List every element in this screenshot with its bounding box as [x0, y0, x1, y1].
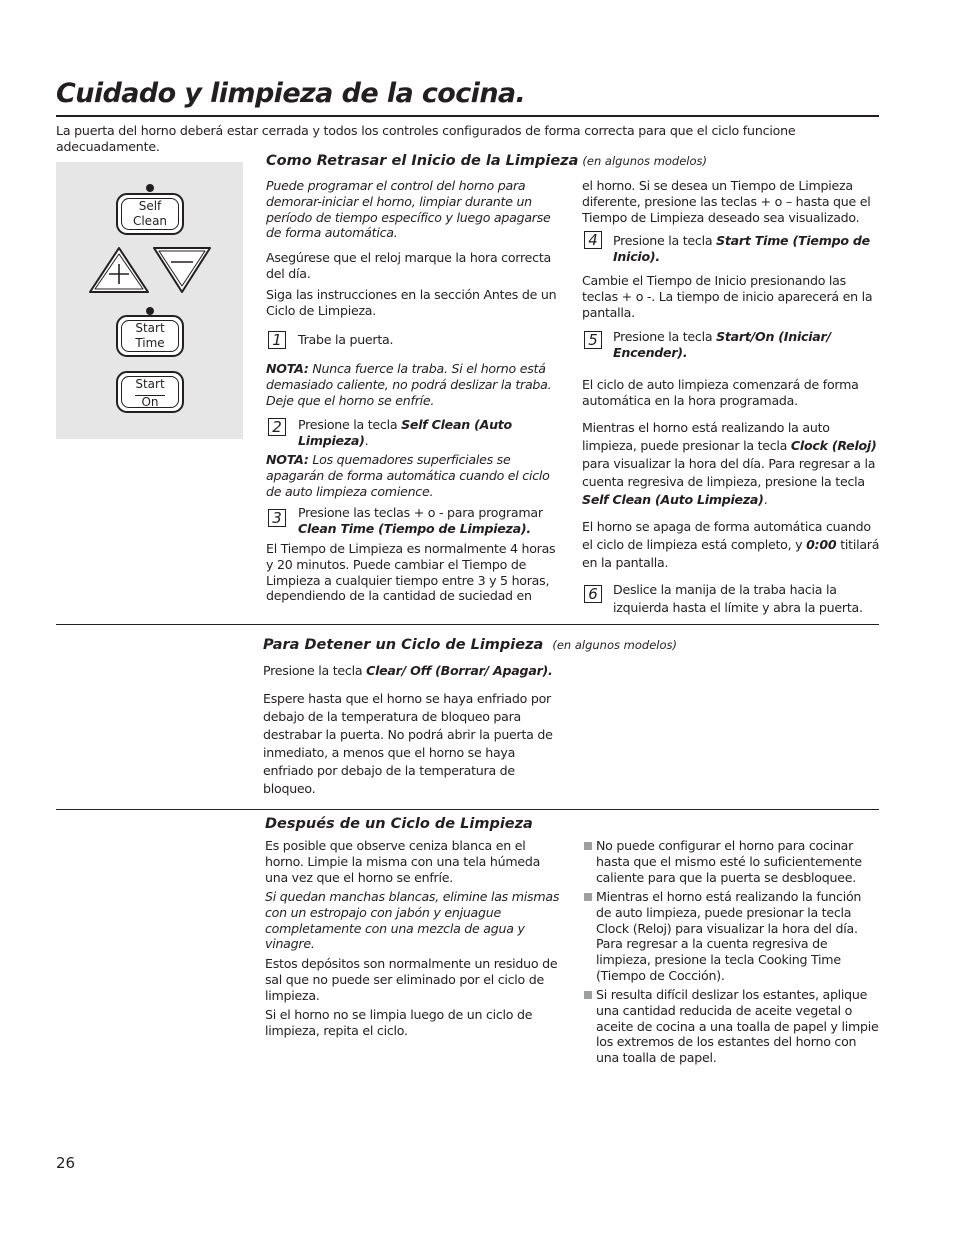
start-on-key	[116, 371, 184, 413]
delay-clock-note: Asegúrese que el reloj marque la hora correcta del día.	[266, 250, 551, 281]
complete-text-a: El horno se apaga de forma automática cuando el ciclo de limpieza está completo, y	[582, 519, 871, 552]
section-divider	[56, 624, 879, 625]
change-start-time-text: Cambie el Tiempo de Inicio presionando las teclas + o -. La tiempo de inicio aparecerá en la pantalla.	[582, 273, 873, 320]
intro-text: La puerta del horno deberá estar cerrada y todos los controles configurados de forma correcta para que el ciclo funcione adecuadamente.	[56, 123, 796, 154]
note-2-text: Los quemadores superficiales se apagarán de forma automática cuando el ciclo de auto limpieza comience.	[266, 452, 550, 499]
step-number-3: 3	[268, 509, 286, 527]
step-4-pre: Presione la tecla	[613, 233, 717, 248]
start-time-key-label: Start Time	[135, 321, 165, 350]
clear-off-key: Clear/ Off (Borrar/ Apagar).	[366, 663, 553, 678]
step-number-1: 1	[268, 331, 286, 349]
step-3-key: Clean Time (Tiempo de Limpieza).	[298, 520, 531, 536]
plus-minus-keys	[88, 246, 212, 298]
clock-text-b: para visualizar la hora del día. Para regresar a la cuenta regresiva de limpieza, presione la tecla	[582, 456, 876, 489]
self-clean-key	[116, 193, 184, 235]
delay-clean-heading	[266, 153, 707, 169]
complete-text-b: titilará en la pantalla.	[582, 537, 880, 570]
clean-time-text: El Tiempo de Limpieza es normalmente 4 horas y 20 minutos. Puede cambiar el Tiempo de Limpieza a cualquier tiempo entre 3 y 5 horas, dependiendo de la cantidad de suciedad en	[266, 541, 556, 604]
page-number: 26	[56, 1154, 76, 1172]
bullet-marker	[584, 842, 592, 850]
zero-display: 0:00	[806, 537, 837, 552]
bullet-marker	[584, 991, 592, 999]
step-5	[613, 329, 879, 361]
stop-cycle-heading-text: Para Detener un Ciclo de Limpieza	[263, 637, 544, 653]
note-1-text: Nunca fuerce la traba. Si el horno está demasiado caliente, no podrá deslizar la traba. Deje que el horno se enfríe.	[266, 361, 552, 408]
step-4-key: Start Time (Tiempo de Inicio).	[613, 233, 870, 264]
step-6-text: Deslice la manija de la traba hacia la izquierda hasta el límite y abra la puerta.	[613, 582, 863, 615]
note-2-label: NOTA:	[266, 452, 309, 467]
step-2-pre: Presione la tecla	[298, 417, 402, 432]
after-bullet-3: Si resulta difícil deslizar los estantes, aplique una cantidad reducida de aceite vegetal o aceite de cocina a una toalla de papel y limpie los extremos de los estantes del horno con una toalla de papel.	[596, 987, 879, 1066]
stop-cycle-step	[263, 663, 563, 679]
clean-time-continued: el horno. Si se desea un Tiempo de Limpieza diferente, presione las teclas + o – hasta que el Tiempo de Limpieza deseado sea visualizado.	[582, 178, 871, 225]
section-divider	[56, 809, 879, 810]
after-bullet-1: No puede configurar el horno para cocinar hasta que el mismo esté lo suficientemente caliente para que la puerta se desbloquee.	[596, 838, 862, 885]
bullet-marker	[584, 893, 592, 901]
delay-clean-heading-text: Como Retrasar el Inicio de la Limpieza	[266, 153, 579, 169]
after-stains-text: Si quedan manchas blancas, elimine las mismas con un estropajo con jabón y enjuague completamente con una mezcla de agua y vinagre.	[265, 889, 560, 952]
step-number-5: 5	[584, 331, 602, 349]
plus-key	[90, 248, 148, 292]
step-1-text: Trabe la puerta.	[298, 332, 394, 347]
step-3	[298, 505, 566, 537]
clock-display-text	[582, 419, 880, 509]
note-1-label: NOTA:	[266, 361, 309, 376]
on-key-label: On	[141, 395, 159, 409]
indicator-dot	[146, 307, 154, 315]
title-rule	[56, 115, 879, 117]
stop-cycle-heading	[263, 637, 677, 653]
step-2-key: Self Clean (Auto Limpieza)	[298, 417, 512, 448]
indicator-dot	[146, 184, 154, 192]
delay-clean-subheading: (en algunos modelos)	[582, 154, 708, 168]
delay-intro: Puede programar el control del horno para demorar-iniciar el horno, limpiar durante un período de tiempo específico y luego apagarse de forma automática.	[266, 178, 551, 241]
step-number-2: 2	[268, 418, 286, 436]
after-repeat-text: Si el horno no se limpia luego de un ciclo de limpieza, repita el ciclo.	[265, 1007, 533, 1038]
minus-key	[154, 248, 210, 292]
start-key-label: Start	[135, 377, 165, 391]
after-cycle-heading: Después de un Ciclo de Limpieza	[265, 816, 533, 832]
note-2	[266, 452, 566, 499]
control-panel-illustration	[56, 162, 243, 439]
after-bullet-2: Mientras el horno está realizando la función de auto limpieza, puede presionar la tecla Clock (Reloj) para visualizar la hora del día. Para regresar a la cuenta regresiva de limpieza, presione la tecla Cooking Time (Tiempo de Cocción).	[596, 889, 862, 983]
step-4	[613, 233, 879, 265]
step-5-pre: Presione la tecla	[613, 329, 717, 344]
step-3-pre: Presione las teclas + o - para programar	[298, 505, 543, 520]
stop-cycle-subheading: (en algunos modelos)	[552, 638, 677, 652]
step-number-6: 6	[584, 585, 602, 603]
self-clean-key-ref: Self Clean (Auto Limpieza)	[582, 492, 764, 507]
auto-clean-start-text: El ciclo de auto limpieza comenzará de forma automática en la hora programada.	[582, 377, 859, 408]
clock-text-a: Mientras el horno está realizando la auto limpieza, puede presionar la tecla	[582, 420, 830, 453]
self-clean-key-label: Self Clean	[132, 199, 168, 228]
after-deposits-text: Estos depósitos son normalmente un residuo de sal que no puede ser eliminado por el ciclo de limpieza.	[265, 956, 558, 1003]
page-title: Cuidado y limpieza de la cocina.	[56, 78, 526, 109]
clock-text-c: .	[763, 492, 768, 507]
stop-cycle-wait-text: Espere hasta que el horno se haya enfriado por debajo de la temperatura de bloqueo para destrabar la puerta. No podrá abrir la puerta de inmediato, a menos que el horno se haya enfriado por debajo de la temperatura de bloqueo.	[263, 691, 553, 796]
step-5-key: Start/On (Iniciar/ Encender).	[613, 329, 831, 360]
step-2	[298, 417, 566, 449]
stop-pre: Presione la tecla	[263, 663, 367, 678]
step-2-post: .	[364, 432, 369, 448]
note-1	[266, 361, 566, 408]
step-number-4: 4	[584, 231, 602, 249]
after-ash-text: Es posible que observe ceniza blanca en el horno. Limpie la misma con una tela húmeda una vez que el horno se enfríe.	[265, 838, 541, 885]
cycle-complete-text	[582, 518, 880, 572]
delay-instructions-note: Siga las instrucciones en la sección Antes de un Ciclo de Limpieza.	[266, 287, 557, 318]
start-time-key	[116, 315, 184, 357]
clock-key: Clock (Reloj)	[790, 438, 877, 453]
